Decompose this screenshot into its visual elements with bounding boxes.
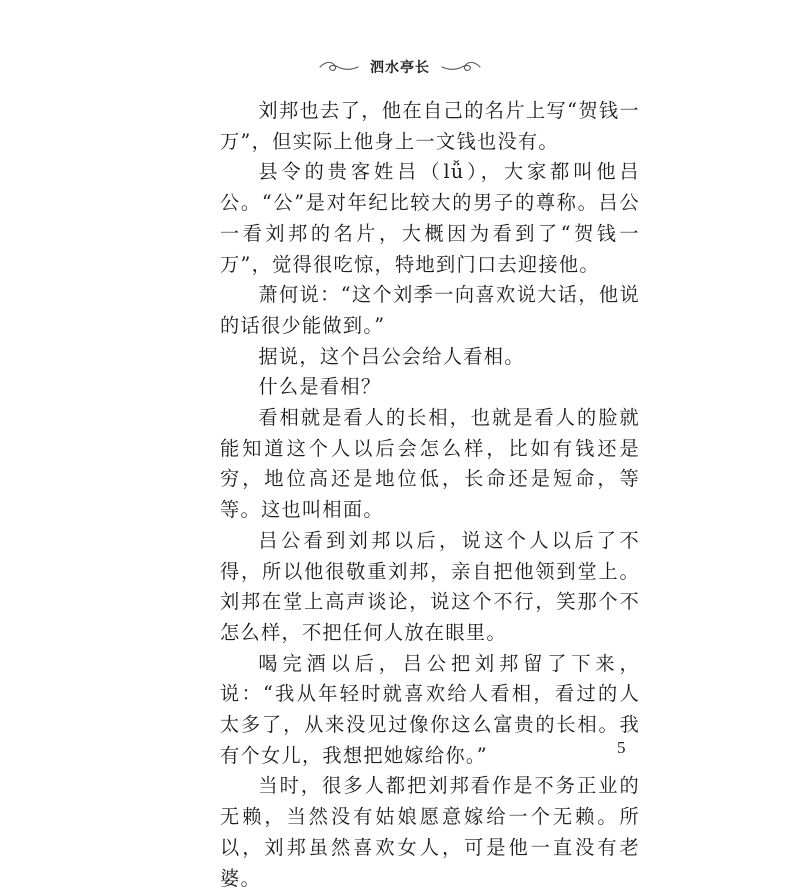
paragraph: 吕公看到刘邦以后，说这个人以后了不得，所以他很敬重刘邦，亲自把他领到堂上。刘邦在堂上高声谈论，说这个不行，笑那个不怎么样，不把任何人放在眼里。 <box>220 528 640 644</box>
body-text <box>220 96 640 894</box>
paragraph: 当时，很多人都把刘邦看作是不务正业的无赖，当然没有姑娘愿意嫁给一个无赖。所以，刘邦虽然喜欢女人，可是他一直没有老婆。 <box>220 774 640 890</box>
chapter-title: 泗水亭长 <box>370 60 430 76</box>
paragraph: 县令的贵客姓吕（lǚ），大家都叫他吕公。“公”是对年纪比较大的男子的尊称。吕公一看刘邦的名片，大概因为看到了“贺钱一万”，觉得很吃惊，特地到门口去迎接他。 <box>220 160 640 276</box>
swirl-ornament-icon <box>318 60 360 74</box>
paragraph: 据说，这个吕公会给人看相。 <box>258 344 525 368</box>
paragraph: 萧何说：“这个刘季一向喜欢说大话，他说的话很少能做到。” <box>220 283 640 337</box>
running-header <box>0 52 800 82</box>
swirl-ornament-icon <box>440 60 482 74</box>
page-number: 5 <box>617 738 626 757</box>
paragraph: 刘邦也去了，他在自己的名片上写“贺钱一万”，但实际上他身上一文钱也没有。 <box>220 99 640 153</box>
paragraph: 看相就是看人的长相，也就是看人的脸就能知道这个人以后会怎么样，比如有钱还是穷，地位高还是地位低，长命还是短命，等等。这也叫相面。 <box>220 406 640 522</box>
paragraph: 喝完酒以后，吕公把刘邦留了下来，说：“我从年轻时就喜欢给人看相，看过的人太多了，从来没见过像你这么富贵的长相。我有个女儿，我想把她嫁给你。” <box>220 651 640 767</box>
paragraph: 什么是看相？ <box>258 375 382 399</box>
